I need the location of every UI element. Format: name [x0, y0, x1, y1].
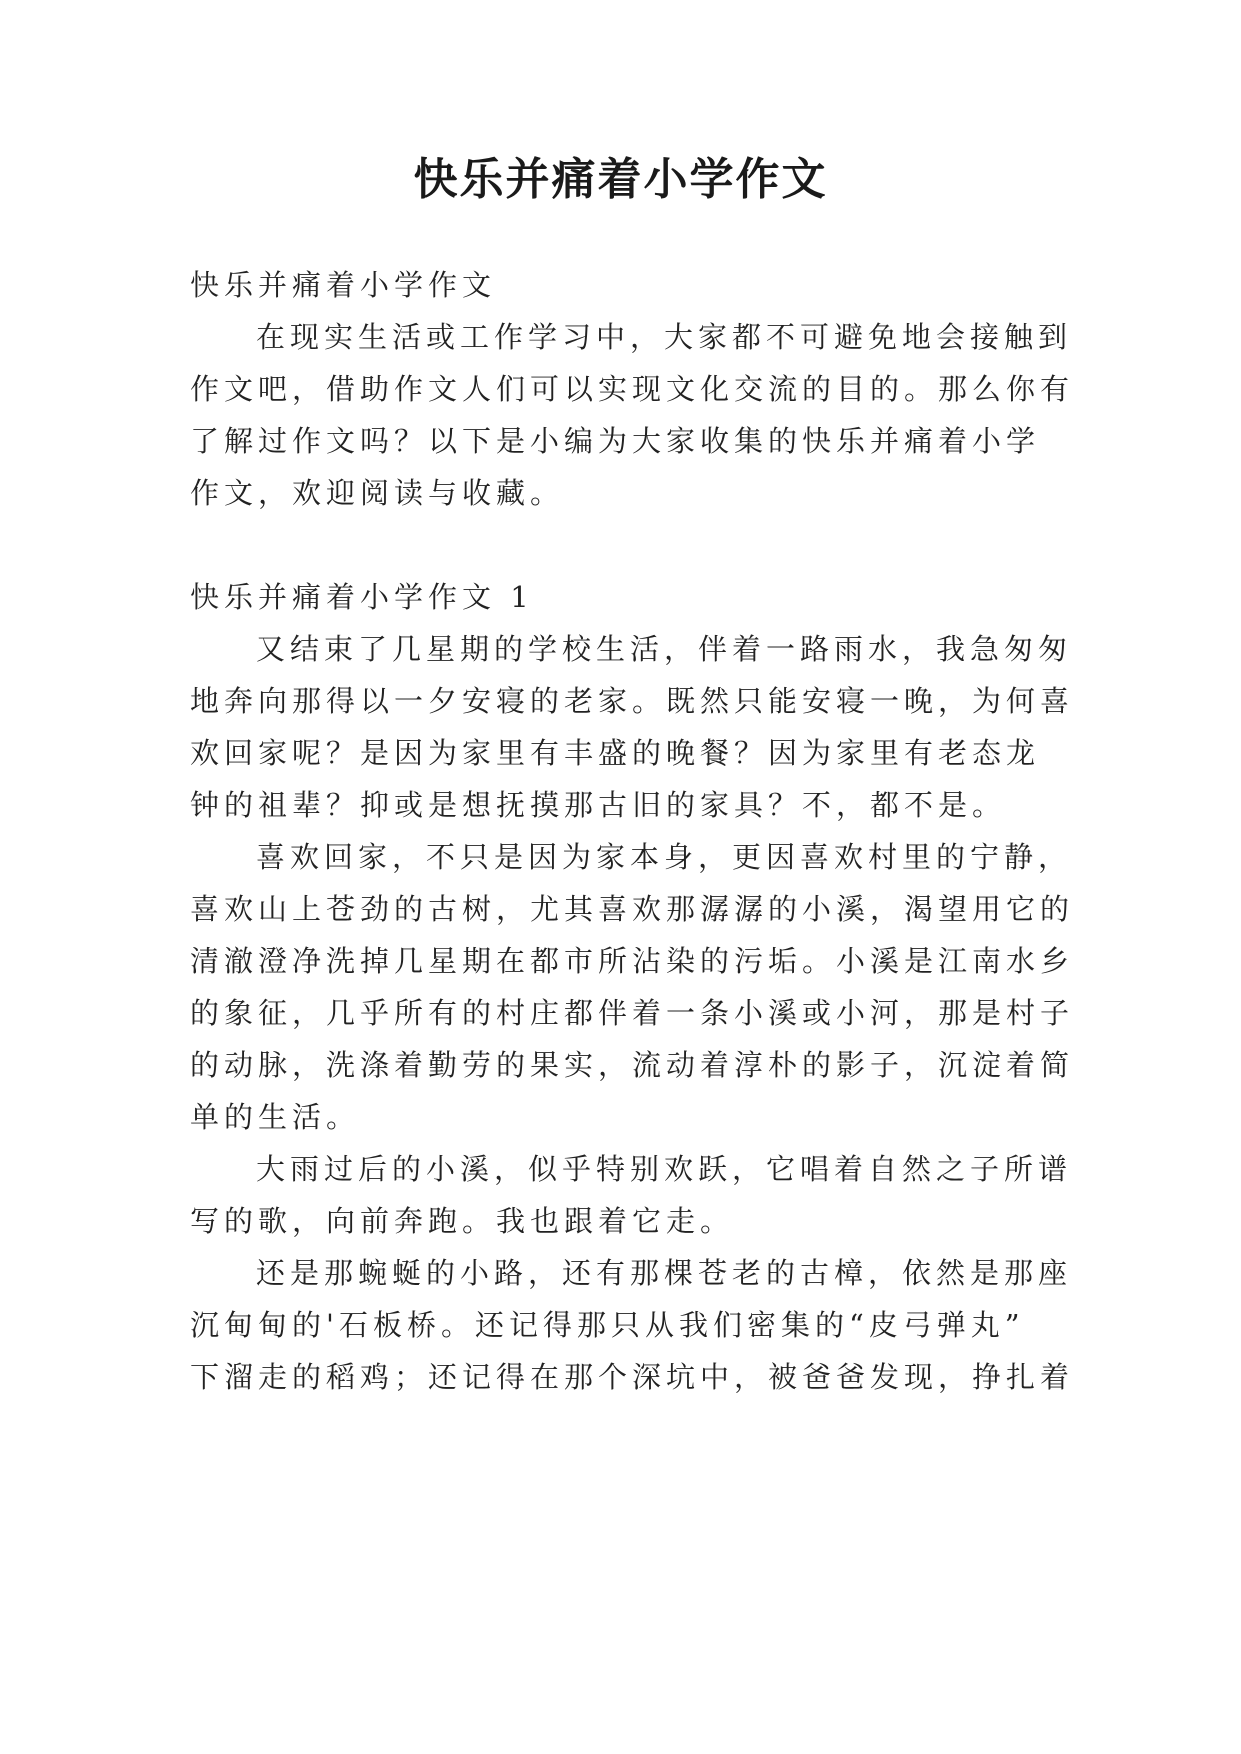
paragraph-1-line-3: 欢回家呢？是因为家里有丰盛的晚餐？因为家里有老态龙 [190, 736, 1041, 770]
document-title: 快乐并痛着小学作文 [413, 154, 828, 205]
intro-line-4: 作文，欢迎阅读与收藏。 [190, 476, 565, 510]
paragraph-1-line-2: 地奔向那得以一夕安寝的老家。既然只能安寝一晚，为何喜 [190, 684, 1075, 718]
paragraph-2-line-3: 清澈澄净洗掉几星期在都市所沾染的污垢。小溪是江南水乡 [190, 944, 1075, 978]
paragraph-2-line-6: 单的生活。 [190, 1100, 361, 1134]
paragraph-2-line-5: 的动脉，洗涤着勤劳的果实，流动着淳朴的影子，沉淀着简 [190, 1048, 1075, 1082]
paragraph-2-line-2: 喜欢山上苍劲的古树，尤其喜欢那潺潺的小溪，渴望用它的 [190, 892, 1075, 926]
intro-line-2: 作文吧，借助作文人们可以实现文化交流的目的。那么你有 [190, 372, 1075, 406]
paragraph-3-line-2: 写的歌，向前奔跑。我也跟着它走。 [190, 1204, 735, 1238]
intro-line-1: 在现实生活或工作学习中，大家都不可避免地会接触到 [256, 320, 1073, 354]
paragraph-1-line-4: 钟的祖辈？抑或是想抚摸那古旧的家具？不，都不是。 [190, 788, 1007, 822]
subtitle-line: 快乐并痛着小学作文 [190, 268, 497, 302]
paragraph-2-line-1: 喜欢回家，不只是因为家本身，更因喜欢村里的宁静， [256, 840, 1073, 874]
paragraph-4-line-1: 还是那蜿蜒的小路，还有那棵苍老的古樟，依然是那座 [256, 1256, 1073, 1290]
paragraph-2-line-4: 的象征，几乎所有的村庄都伴着一条小溪或小河，那是村子 [190, 996, 1075, 1030]
intro-line-3: 了解过作文吗？以下是小编为大家收集的快乐并痛着小学 [190, 424, 1041, 458]
paragraph-1-line-1: 又结束了几星期的学校生活，伴着一路雨水，我急匆匆 [256, 632, 1073, 666]
paragraph-4-line-2: 沉甸甸的'石板桥。还记得那只从我们密集的“皮弓弹丸” [190, 1308, 1025, 1342]
section-heading-1: 快乐并痛着小学作文 1 [190, 580, 534, 614]
paragraph-3-line-1: 大雨过后的小溪，似乎特别欢跃，它唱着自然之子所谱 [256, 1152, 1073, 1186]
paragraph-4-line-3: 下溜走的稻鸡；还记得在那个深坑中，被爸爸发现，挣扎着 [190, 1360, 1075, 1394]
